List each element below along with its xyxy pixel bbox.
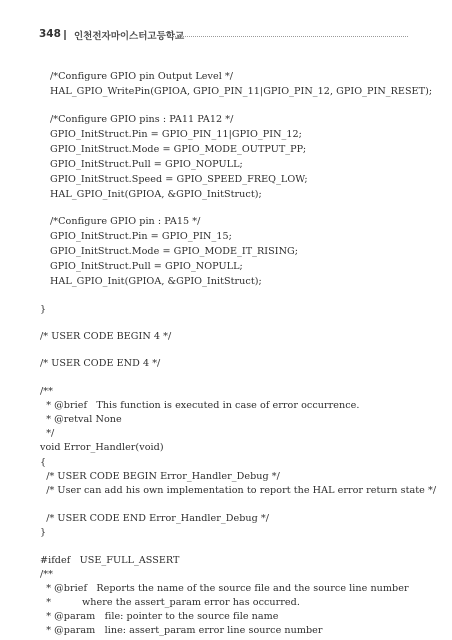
code-line: #ifdef USE_FULL_ASSERT [40,555,180,566]
code-line: GPIO_InitStruct.Pin = GPIO_PIN_11|GPIO_PIN_12; [50,129,302,140]
code-line: HAL_GPIO_Init(GPIOA, &GPIO_InitStruct); [50,189,262,200]
code-line: /** [40,386,53,397]
code-line: */ [40,428,55,439]
code-line: GPIO_InitStruct.Pull = GPIO_NOPULL; [50,159,243,170]
code-line: /* User can add his own implementation to report the HAL error return state */ [40,485,437,496]
code-line: /*Configure GPIO pin : PA15 */ [50,216,201,227]
book-title: 인천전자마이스터고등학교 [74,31,185,42]
code-line: * @retval None [40,414,122,425]
code-line: /* USER CODE END 4 */ [40,358,161,369]
code-line: /* USER CODE BEGIN 4 */ [40,331,172,342]
code-line: * @param file: pointer to the source file name [40,611,279,622]
code-line: GPIO_InitStruct.Pull = GPIO_NOPULL; [50,261,243,272]
code-line: } [40,304,47,315]
code-line: * where the assert_param error has occurred. [40,597,300,608]
code-line: { [40,457,47,468]
code-line: /* USER CODE END Error_Handler_Debug */ [40,513,270,524]
code-line: * @brief Reports the name of the source file and the source line number [40,583,409,594]
code-line: /*Configure GPIO pin Output Level */ [50,71,234,82]
code-line: GPIO_InitStruct.Mode = GPIO_MODE_IT_RISING; [50,246,299,257]
code-line: * @param line: assert_param error line source number [40,625,323,636]
code-line: void Error_Handler(void) [40,442,164,453]
code-line: /* USER CODE BEGIN Error_Handler_Debug */ [40,471,280,482]
code-line: } [40,527,47,538]
code-line: HAL_GPIO_Init(GPIOA, &GPIO_InitStruct); [50,276,262,287]
code-line: HAL_GPIO_WritePin(GPIOA, GPIO_PIN_11|GPIO_PIN_12, GPIO_PIN_RESET); [50,86,433,97]
page-number: 348 [39,28,61,40]
code-line: /*Configure GPIO pins : PA11 PA12 */ [50,114,234,125]
code-line: GPIO_InitStruct.Pin = GPIO_PIN_15; [50,231,232,242]
code-line: GPIO_InitStruct.Speed = GPIO_SPEED_FREQ_LOW; [50,174,308,185]
code-line: * @brief This function is executed in case of error occurrence. [40,400,360,411]
code-line: GPIO_InitStruct.Mode = GPIO_MODE_OUTPUT_PP; [50,144,307,155]
code-line: /** [40,569,53,580]
